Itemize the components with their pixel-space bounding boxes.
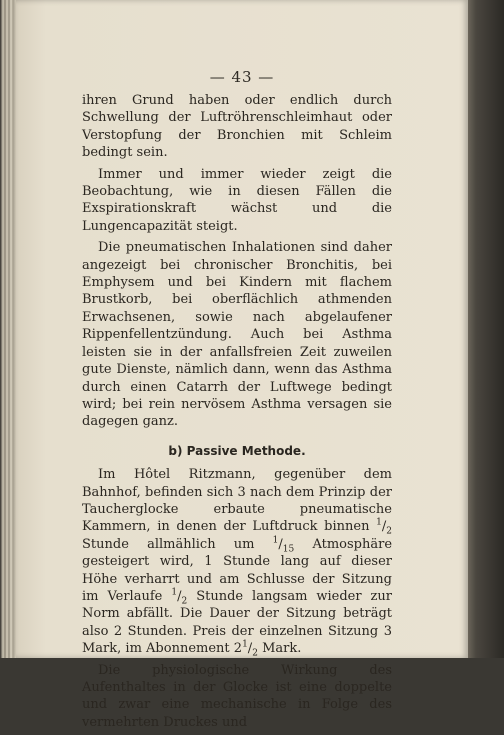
paragraph-4 [82,466,392,657]
paragraph-4-part-e: Mark. [262,641,302,657]
paragraph-5: Die physiologische Wirkung des Aufenthaltes in der Glocke ist eine doppelte und zwar eine mechanische in Folge des vermehrten Druckes und [82,662,392,730]
book-gutter [468,0,504,658]
fraction-half-2: $^1/_2$ [171,587,188,607]
fraction-fifteenth: $^1/_{15}$ [272,535,295,555]
fraction-half: $^1/_2$ [376,518,392,537]
paragraph-2: Immer und immer wieder zeigt die Beobachtung, wie in diesen Fällen die Exspirationskraft wächst und die Lungencapazität steigt. [82,166,392,234]
paragraph-4-part-d: Stunde langsam wieder zur Norm abfällt. Die Dauer der Sitzung beträgt also 2 Stunden. Preis der einzelnen Sitzung 3 Mark, im Abonnement [82,588,392,657]
price-fraction: $2^1/_2$ [233,639,258,659]
page-stack-edge [0,0,16,658]
book-page [16,0,468,730]
paragraph-3: Die pneumatischen Inhalationen sind daher angezeigt bei chronischer Bronchitis, bei Emphysem und bei Kindern mit flachem Brustkorb, bei oberflächlich athmenden Erwachsenen, sowie nach abgelaufener Rippenfellentzündung. Auch bei Asthma leisten sie in der anfallsfreien Zeit zuweilen gute Dienste, nämlich dann, wenn das Asthma durch einen Catarrh der Luftwege bedingt wird; bei rein nervösem Asthma versagen sie dagegen ganz. [82,240,392,430]
paragraph-4-part-b: Stunde allmählich um [82,536,255,552]
paragraph-1: ihren Grund haben oder endlich durch Schwellung der Luftröhrenschleimhaut oder Verstopfung der Bronchien mit Schleim bedingt sein. [82,93,392,161]
section-heading: b) Passive Methode. [168,443,306,458]
page-number: — 43 — [209,68,275,86]
page-body [82,92,392,735]
paragraph-4-part-a: Im Hôtel Ritzmann, gegenüber dem Bahnhof, befinden sich 3 nach dem Prinzip der Taucherglocke erbaute pneumatische Kammern, in denen der Luftdruck binnen [82,467,392,535]
paragraph-4-part-c: Atmosphäre gesteigert wird, 1 Stunde lang auf dieser Höhe verharrt und am Schlusse der Sitzung im Verlaufe [82,536,393,604]
